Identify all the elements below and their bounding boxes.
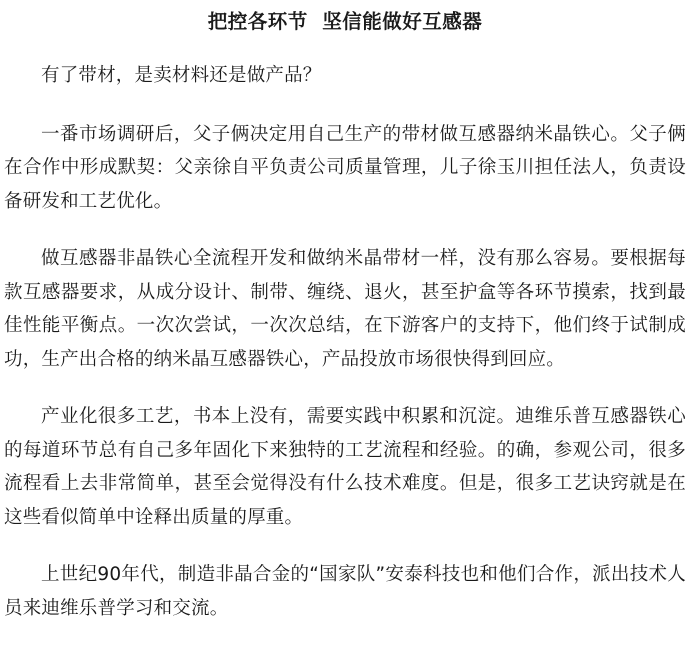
- article-paragraph: 产业化很多工艺，书本上没有，需要实践中积累和沉淀。迪维乐普互感器铁心的每道环节总有自己多年固化下来独特的工艺流程和经验。的确，参观公司，很多流程看上去非常简单，甚至会觉得没有什么技术难度。但是，很多工艺诀窍就是在这些看似简单中诠释出质量的厚重。: [4, 406, 686, 528]
- article-paragraph: 一番市场调研后，父子俩决定用自己生产的带材做互感器纳米晶铁心。父子俩在合作中形成默契：父亲徐自平负责公司质量管理，儿子徐玉川担任法人，负责设备研发和工艺优化。: [4, 123, 686, 212]
- article-paragraph: 做互感器非晶铁心全流程开发和做纳米晶带材一样，没有那么容易。要根据每款互感器要求，从成分设计、制带、缠绕、退火，甚至护盒等各环节摸索，找到最佳性能平衡点。一次次尝试，一次次总结，在下游客户的支持下，他们终于试制成功，生产出合格的纳米晶互感器铁心，产品投放市场很快得到回应。: [4, 248, 686, 370]
- article-title: 把控各环节 坚信能做好互感器: [207, 10, 483, 33]
- article-paragraph: 有了带材，是卖材料还是做产品？: [41, 65, 322, 86]
- article-paragraph: 上世纪90年代，制造非晶合金的“国家队”安泰科技也和他们合作，派出技术人员来迪维乐普学习和交流。: [4, 564, 686, 619]
